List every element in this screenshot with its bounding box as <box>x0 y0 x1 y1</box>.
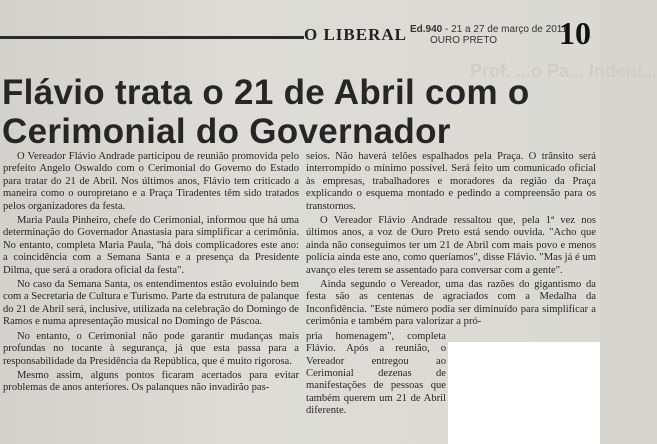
header-rule <box>0 36 304 39</box>
paragraph: O Vereador Flávio Andrade participou de reunião promovida pelo prefeito Angelo Oswaldo com o Cerimonial do Governo do Estado para tratar do 21 de Abril. Nos últimos anos, Flávio tem criticado a maneira como o ouropretano e a Praça Tiradentes têm sido tratados pelos organizadores da festa. <box>3 151 299 212</box>
edition-dates: - 21 a 27 de março de 2011 <box>442 24 568 35</box>
paragraph: Mesmo assim, alguns pontos ficaram acertados para evitar problemas de anos anteriores. Os palanques não invadirão pas- <box>3 369 299 394</box>
edition-line <box>410 24 567 35</box>
bleed-through-text: Prof. ...o Pa... Indeni... <box>470 61 657 81</box>
paragraph: No entanto, o Cerimonial não pode garantir mudanças mais profundas no tocante à segurança, já que esta passa para a responsabilidade da Presidência da República, que é muito rigorosa. <box>3 330 299 367</box>
newspaper-brand: O LIBERAL <box>304 25 407 44</box>
paragraph: seios. Não haverá telões espalhados pela Praça. O trânsito será interrompido o mínimo possível. Será feito um comunicado oficial às empresas, trabalhadores e moradores da região da Praça explicando o esquema montado e pedindo a compreensão para os transtornos. <box>306 151 596 212</box>
page-number: 10 <box>559 15 591 51</box>
blank-area <box>448 342 600 444</box>
edition-number: Ed.940 <box>410 24 443 35</box>
paragraph: pria homenagem", completa Flávio. Após a reunião, o Vereador entregou ao Cerimonial dezenas de manifestações de pessoas que também querem um 21 de Abril diferente. <box>306 330 446 417</box>
article-column-1 <box>3 151 299 395</box>
paragraph: Ainda segundo o Vereador, uma das razões do gigantismo da festa são as centenas de agraciados com a Medalha da Inconfidência. "Este número podia ser diminuído para simplificar a cerimônia e também para valorizar a pró- <box>306 279 596 328</box>
article-headline: Flávio trata o 21 de Abril com o Cerimonial do Governador <box>2 73 530 151</box>
paragraph: Maria Paula Pinheiro, chefe do Cerimonial, informou que há uma determinação do Governador Anastasia para simplificar a cerimônia. No entanto, completa Maria Paula, "há dois complicadores este ano: a coincidência com a Semana Santa e a presença da Presidente Dilma, que será a oradora oficial da festa". <box>3 215 299 276</box>
paragraph: No caso da Semana Santa, os entendimentos estão evoluindo bem com a Secretaria de Cultura e Turismo. Parte da estrutura de palanque do 21 de Abril será, inclusive, utilizada na celebração do Domingo de Ramos e numa apresentação musical no Domingo de Páscoa. <box>3 279 299 328</box>
edition-city: OURO PRETO <box>430 35 498 46</box>
paragraph: O Vereador Flávio Andrade ressaltou que, pela 1ª vez nos últimos anos, a voz de Ouro Preto está sendo ouvida. "Acho que ainda não conseguimos ter um 21 de Abril com mais povo e menos polícia ainda este ano, como queríamos", disse Flávio. "Mas já é um avanço eles terem se assentado para conversar com a gente". <box>306 215 596 276</box>
